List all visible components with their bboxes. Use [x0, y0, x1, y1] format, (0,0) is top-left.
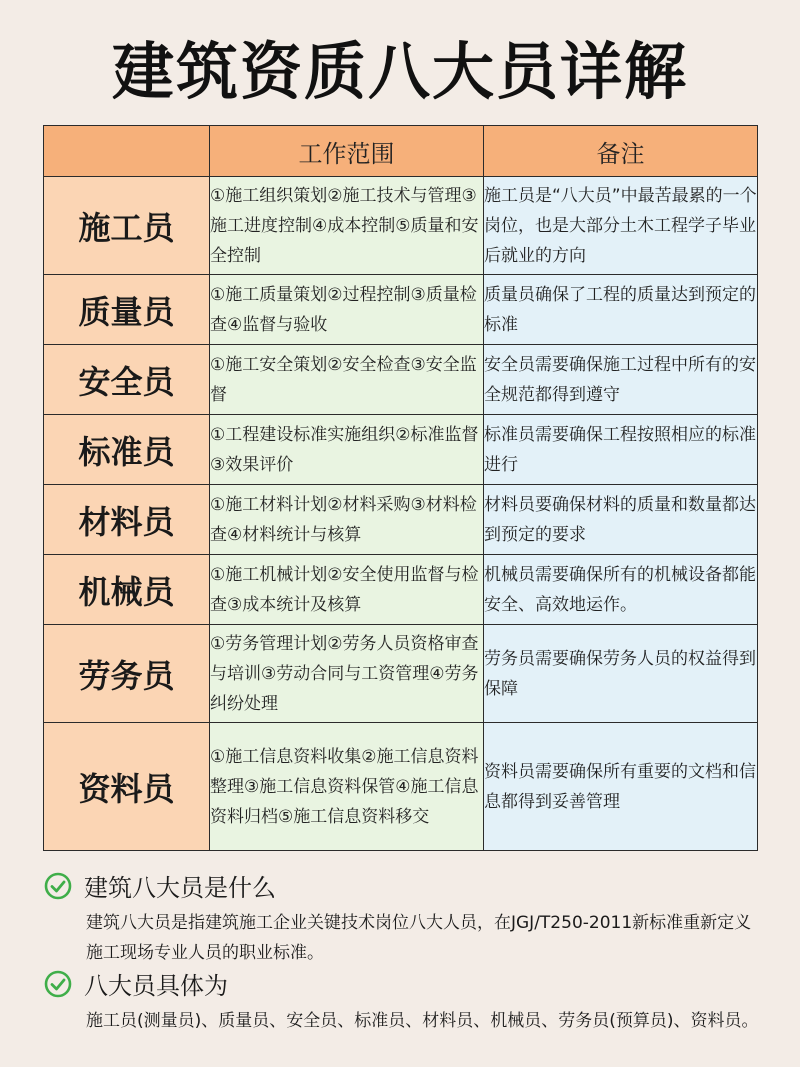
section-what-title: 建筑八大员是什么	[84, 874, 276, 902]
section-what-body: 建筑八大员是指建筑施工企业关键技术岗位八大人员，在JGJ/T250-2011新标准重新定义施工现场专业人员的职业标准。	[86, 913, 752, 963]
scope-cell: ①工程建设标准实施组织②标准监督③效果评价	[210, 415, 484, 485]
scope-cell: ①施工材料计划②材料采购③材料检查④材料统计与核算	[210, 485, 484, 555]
role-cell: 机械员	[44, 555, 210, 625]
header-note: 备注	[484, 126, 758, 177]
scope-cell: ①劳务管理计划②劳务人员资格审查与培训③劳动合同与工资管理④劳务纠纷处理	[210, 625, 484, 723]
table-header-row	[44, 126, 758, 177]
section-list-body: 施工员(测量员)、质量员、安全员、标准员、材料员、机械员、劳务员(预算员)、资料员。	[86, 1011, 759, 1031]
role-cell: 材料员	[44, 485, 210, 555]
table-row	[44, 555, 758, 625]
section-list-heading	[44, 966, 228, 1001]
note-cell: 材料员要确保材料的质量和数量都达到预定的要求	[484, 485, 758, 555]
section-what-heading	[44, 868, 276, 903]
table-row	[44, 177, 758, 275]
note-cell: 施工员是“八大员”中最苦最累的一个岗位，也是大部分土木工程学子毕业后就业的方向	[484, 177, 758, 275]
role-cell: 质量员	[44, 275, 210, 345]
note-cell: 安全员需要确保施工过程中所有的安全规范都得到遵守	[484, 345, 758, 415]
role-cell: 安全员	[44, 345, 210, 415]
role-cell: 资料员	[44, 723, 210, 851]
table-row	[44, 275, 758, 345]
scope-cell: ①施工信息资料收集②施工信息资料整理③施工信息资料保管④施工信息资料归档⑤施工信息资料移交	[210, 723, 484, 851]
role-cell: 标准员	[44, 415, 210, 485]
header-scope: 工作范围	[210, 126, 484, 177]
role-cell: 施工员	[44, 177, 210, 275]
scope-cell: ①施工组织策划②施工技术与管理③施工进度控制④成本控制⑤质量和安全控制	[210, 177, 484, 275]
table-row	[44, 345, 758, 415]
scope-cell: ①施工机械计划②安全使用监督与检查③成本统计及核算	[210, 555, 484, 625]
table-row	[44, 625, 758, 723]
check-circle-icon	[44, 970, 72, 998]
roles-table	[43, 125, 758, 851]
check-circle-icon	[44, 872, 72, 900]
note-cell: 资料员需要确保所有重要的文档和信息都得到妥善管理	[484, 723, 758, 851]
table-row	[44, 485, 758, 555]
page-title: 建筑资质八大员详解	[111, 35, 688, 108]
note-cell: 质量员确保了工程的质量达到预定的标准	[484, 275, 758, 345]
table-row	[44, 723, 758, 851]
scope-cell: ①施工质量策划②过程控制③质量检查④监督与验收	[210, 275, 484, 345]
section-list-title: 八大员具体为	[84, 972, 228, 1000]
note-cell: 机械员需要确保所有的机械设备都能安全、高效地运作。	[484, 555, 758, 625]
table-row	[44, 415, 758, 485]
note-cell: 标准员需要确保工程按照相应的标准进行	[484, 415, 758, 485]
role-cell: 劳务员	[44, 625, 210, 723]
header-blank	[44, 126, 210, 177]
note-cell: 劳务员需要确保劳务人员的权益得到保障	[484, 625, 758, 723]
scope-cell: ①施工安全策划②安全检查③安全监督	[210, 345, 484, 415]
